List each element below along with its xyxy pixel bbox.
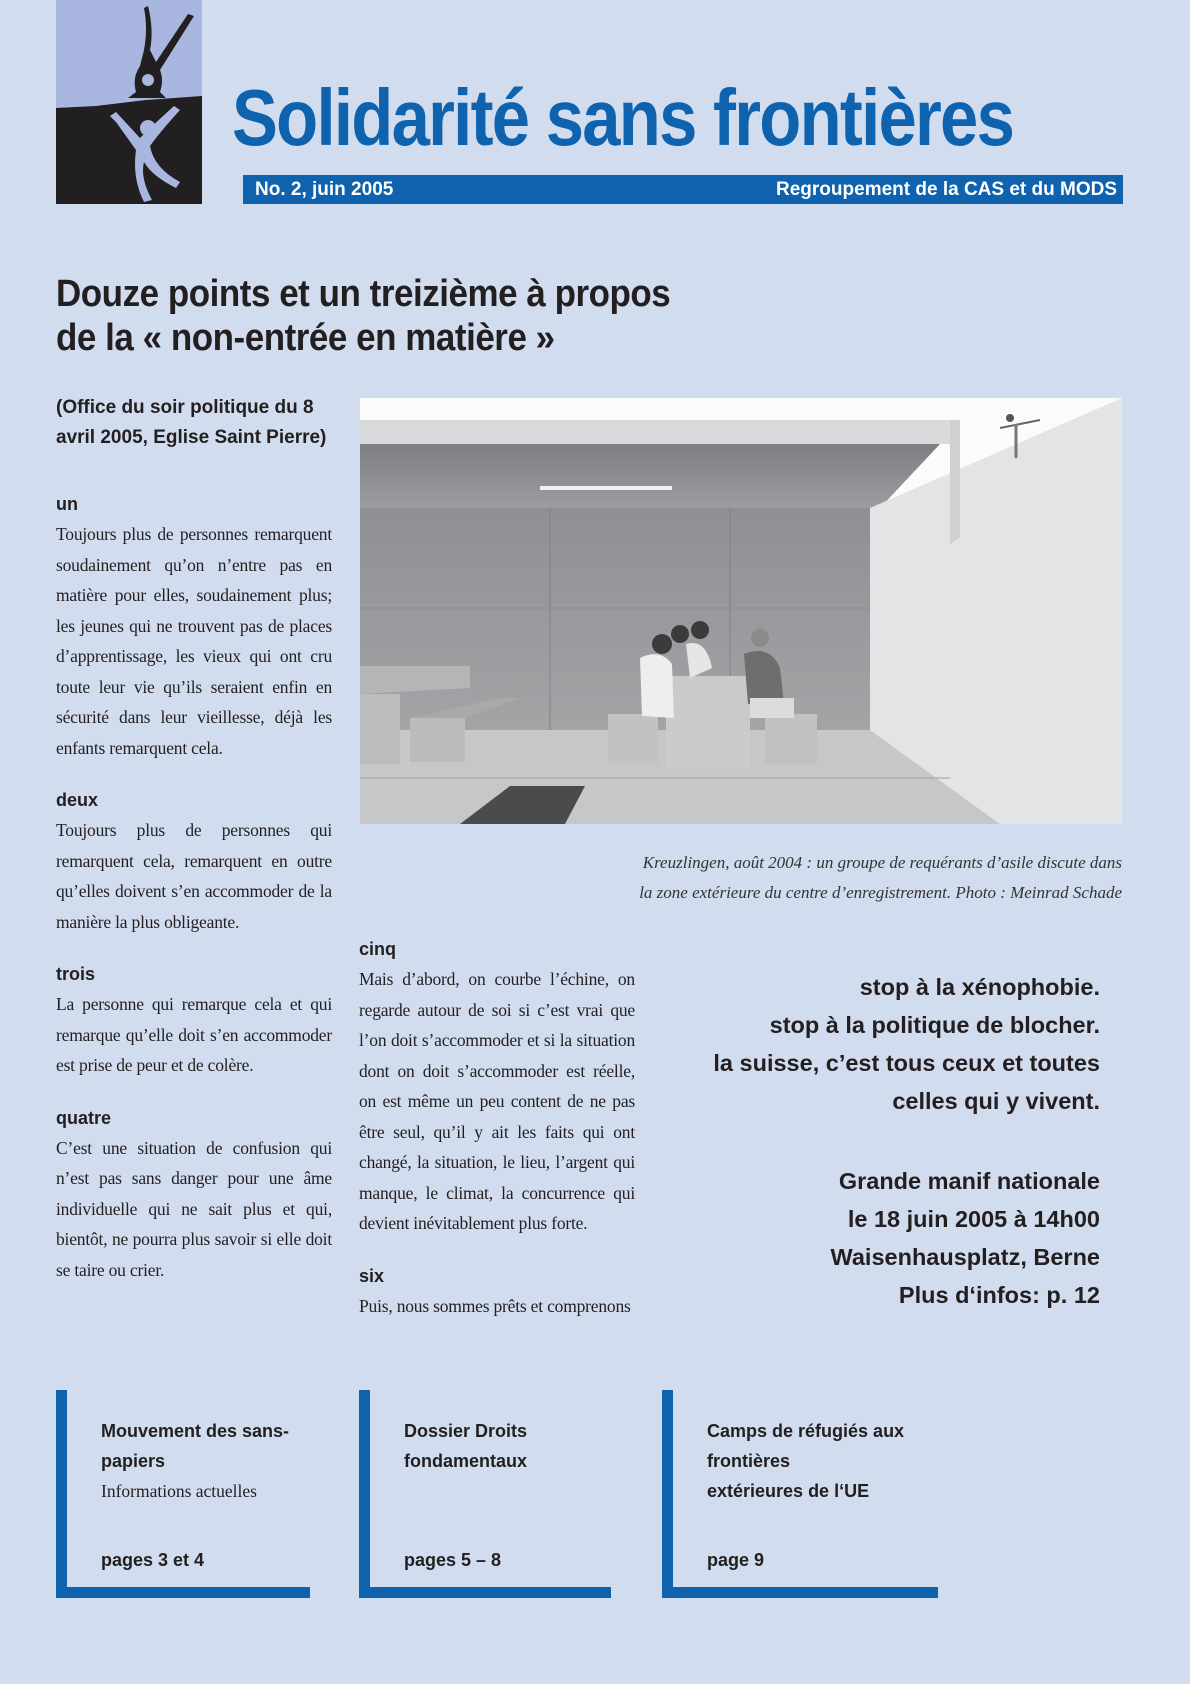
logo <box>56 0 202 204</box>
section-heading: un <box>56 494 78 514</box>
teaser-pages: page 9 <box>707 1550 765 1570</box>
teaser-title <box>101 1416 321 1506</box>
acrobat-figures-logo-icon <box>56 0 202 204</box>
demonstration-announcement <box>760 1162 1100 1314</box>
slogan-block <box>660 968 1100 1120</box>
photo-concrete-shelter <box>360 398 1122 824</box>
article-photo <box>360 398 1122 824</box>
photo-caption <box>560 848 1122 908</box>
issue-number: No. 2, juin 2005 <box>255 178 394 200</box>
teaser-box-camps-refugies[interactable] <box>662 1390 938 1598</box>
section-heading: deux <box>56 790 99 810</box>
teaser-title <box>404 1416 624 1476</box>
section-heading: cinq <box>359 939 397 959</box>
manif-title: Grande manif nationale <box>838 1168 1100 1194</box>
teaser-subtitle: Informations actuelles <box>101 1481 257 1501</box>
article-column-2 <box>359 938 635 1321</box>
section-text: Mais d’abord, on courbe l’échine, on regarde autour de soi si c’est vrai que l’on doit s’accommoder et si la situation dont on doit s’accommoder est réelle, on est même un peu content de ne pas être seul, qu’il y ait les faits qui ont changé, la situation, le lieu, l’argent qui manque, le climat, la concurrence qui devient inévitablement plus forte. <box>359 969 635 1233</box>
caption-line-1: Kreuzlingen, août 2004 : un groupe de requérants d’asile discute dans <box>642 853 1122 872</box>
section-heading: six <box>359 1265 385 1286</box>
teaser-title-line: extérieures de l‘UE <box>707 1481 870 1501</box>
section-text: C’est une situation de confusion qui n’est pas sans danger pour une âme individuelle qui ne sait plus et qui, bientôt, ne pourra plus savoir si elle doit se taire ou crier. <box>56 1137 332 1280</box>
teaser-title-line: papiers <box>101 1451 166 1471</box>
slogan-line: stop à la xénophobie. <box>859 974 1100 1000</box>
teaser-title-line: Mouvement des sans- <box>101 1421 290 1441</box>
teaser-box-droits-fondamentaux[interactable] <box>359 1390 611 1598</box>
slogan-line: celles qui y vivent. <box>892 1088 1100 1114</box>
section-text: Puis, nous sommes prêts et comprenons <box>359 1295 631 1316</box>
teaser-title-line: Dossier Droits <box>404 1421 528 1441</box>
caption-line-2: la zone extérieure du centre d’enregistrement. Photo : Meinrad Schade <box>639 883 1122 902</box>
publisher-line: Regroupement de la CAS et du MODS <box>776 178 1117 200</box>
teaser-pages: pages 3 et 4 <box>101 1550 205 1570</box>
article-column-1 <box>56 393 332 1285</box>
teaser-title-line: fondamentaux <box>404 1451 528 1471</box>
manif-date: le 18 juin 2005 à 14h00 <box>847 1206 1100 1232</box>
manif-location: Waisenhausplatz, Berne <box>830 1244 1100 1270</box>
slogan-line: la suisse, c’est tous ceux et toutes <box>713 1050 1100 1076</box>
masthead-title: Solidarité sans frontières <box>232 73 1014 162</box>
section-heading: quatre <box>56 1107 112 1128</box>
masthead-bar <box>243 175 1123 204</box>
section-heading: trois <box>56 964 96 984</box>
teaser-pages: pages 5 – 8 <box>404 1550 502 1570</box>
section-text: La personne qui remarque cela et qui remarque qu’elle doit s’en accommoder est prise de peur et de colère. <box>56 994 332 1075</box>
manif-more-info: Plus d‘infos: p. 12 <box>898 1282 1100 1308</box>
teaser-title-line: frontières <box>707 1451 791 1471</box>
teaser-title <box>707 1416 927 1506</box>
section-text: Toujours plus de personnes qui remarquent cela, remarquent en outre qu’elles doivent s’en accommoder de la manière la plus obligeante. <box>56 820 332 932</box>
article-headline <box>56 272 700 360</box>
teaser-box-sans-papiers[interactable] <box>56 1390 310 1598</box>
headline-line-2: de la « non-entrée en matière » <box>56 317 555 359</box>
article-intro: (Office du soir politique du 8 avril 2005, Eglise Saint Pierre) <box>56 397 327 448</box>
headline-line-1: Douze points et un treizième à propos <box>56 273 671 315</box>
slogan-line: stop à la politique de blocher. <box>769 1012 1100 1038</box>
teaser-title-line: Camps de réfugiés aux <box>707 1421 905 1441</box>
section-text: Toujours plus de personnes remarquent soudainement qu’on n’entre pas en matière pour elles, soudainement plus; les jeunes qui ne trouvent pas de places d’apprentissage, les vieux qui ont cru toute leur vie qu’ils seraient enfin en sécurité dans leur vieillesse, déjà les enfants remarquent cela. <box>56 524 332 758</box>
